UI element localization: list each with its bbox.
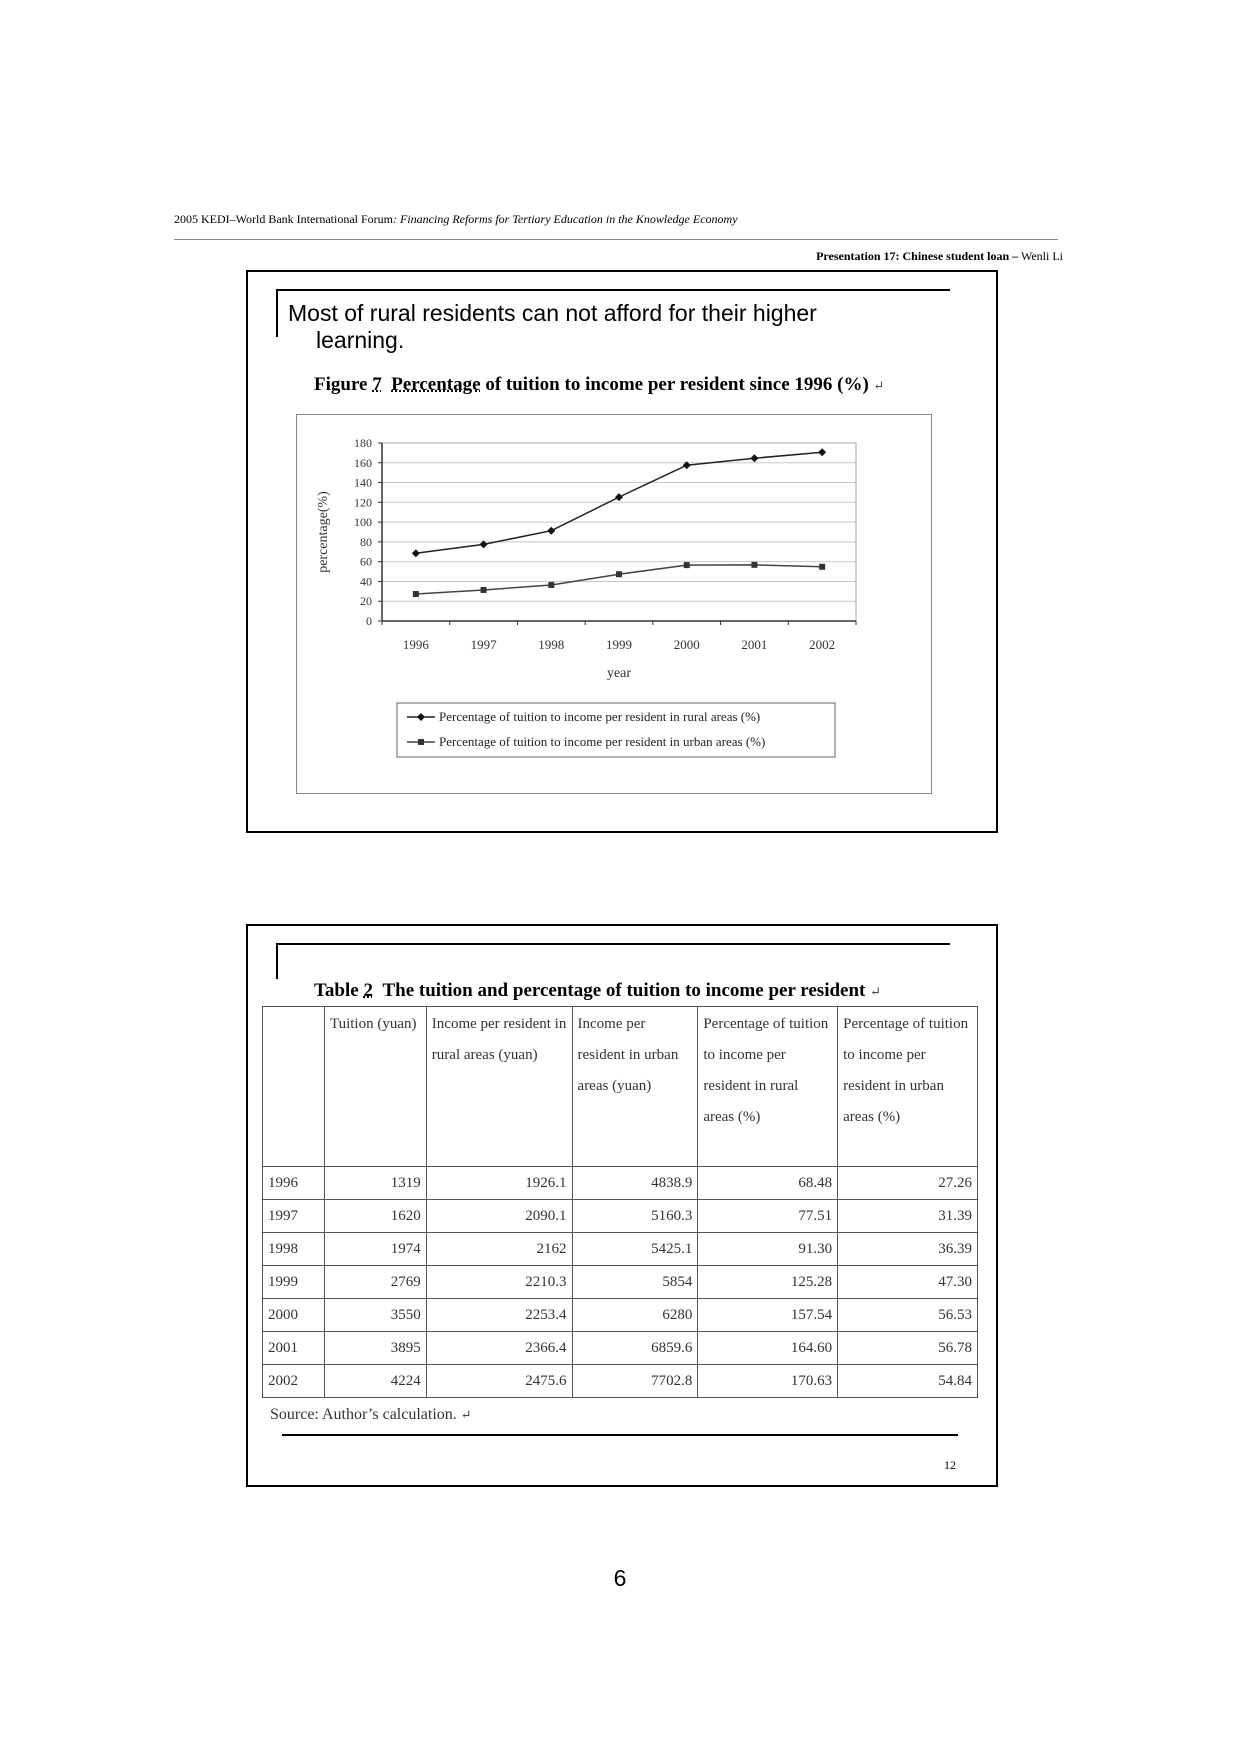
slide-bottom-rule — [282, 1434, 958, 1436]
cell-urban-percentage: 27.26 — [838, 1167, 978, 1200]
slide-table — [246, 924, 998, 1487]
cell-tuition: 3550 — [324, 1299, 426, 1332]
page-number: 6 — [613, 1565, 627, 1591]
cell-tuition: 1974 — [324, 1233, 426, 1266]
cell-rural-income: 2253.4 — [426, 1299, 572, 1332]
series-line-urban — [416, 565, 822, 594]
cell-urban-income: 5425.1 — [572, 1233, 698, 1266]
heading-line-1: Most of rural residents can not afford for their higher — [288, 300, 817, 326]
figure-caption-prefix: Figure — [314, 374, 373, 395]
cell-rural-percentage: 157.54 — [698, 1299, 838, 1332]
cell-rural-percentage: 68.48 — [698, 1167, 838, 1200]
cell-year: 1999 — [263, 1266, 325, 1299]
table-row — [263, 1266, 978, 1299]
cell-year: 1997 — [263, 1200, 325, 1233]
y-tick-label: 60 — [360, 554, 372, 569]
x-tick-label: 2000 — [673, 637, 700, 652]
y-tick-label: 120 — [354, 495, 372, 510]
chart-svg — [297, 415, 931, 793]
table-caption-number: 2 — [363, 980, 373, 1001]
y-axis-label: percentage(%) — [316, 491, 331, 573]
cell-urban-income: 5854 — [572, 1266, 698, 1299]
y-tick-label: 80 — [360, 534, 372, 549]
chart-series — [412, 448, 826, 597]
plot-area-frame — [382, 443, 856, 621]
cell-urban-percentage: 31.39 — [838, 1200, 978, 1233]
forum-subtitle: : Financing Reforms for Tertiary Education in the Knowledge Economy — [393, 212, 738, 226]
table-row — [263, 1365, 978, 1398]
x-tick-label: 1997 — [470, 637, 497, 652]
cell-rural-percentage: 77.51 — [698, 1200, 838, 1233]
heading-line-2: learning. — [316, 327, 405, 353]
data-table — [262, 1006, 978, 1398]
column-header-urban-income: Income per resident in urban areas (yuan) — [572, 1007, 698, 1167]
point-urban — [819, 564, 825, 570]
presentation-line — [816, 249, 1063, 264]
x-tick-label: 1996 — [402, 637, 429, 652]
cell-rural-percentage: 91.30 — [698, 1233, 838, 1266]
cell-tuition: 3895 — [324, 1332, 426, 1365]
cell-tuition: 2769 — [324, 1266, 426, 1299]
paragraph-mark-icon: ↵ — [870, 984, 882, 999]
point-urban — [684, 562, 690, 568]
cell-urban-percentage: 56.53 — [838, 1299, 978, 1332]
y-tick-label: 40 — [360, 574, 372, 589]
cell-urban-income: 4838.9 — [572, 1167, 698, 1200]
page-header — [174, 212, 738, 227]
cell-urban-income: 5160.3 — [572, 1200, 698, 1233]
x-tick-label: 2001 — [741, 637, 768, 652]
point-urban — [413, 591, 419, 597]
cell-urban-income: 6280 — [572, 1299, 698, 1332]
point-urban — [548, 582, 554, 588]
table-row — [263, 1299, 978, 1332]
paragraph-mark-icon: ↵ — [460, 1407, 472, 1422]
y-tick-label: 0 — [366, 614, 372, 628]
slide-number: 12 — [944, 1458, 956, 1472]
table-caption-rest: The tuition and percentage of tuition to income per resident — [382, 980, 866, 1001]
y-tick-label: 100 — [354, 515, 372, 530]
header-rule — [174, 239, 1058, 240]
table-body — [263, 1167, 978, 1398]
line-chart — [296, 414, 932, 794]
forum-name: 2005 KEDI–World Bank International Forum — [174, 212, 393, 226]
x-axis-label: year — [606, 666, 632, 681]
cell-rural-income: 2210.3 — [426, 1266, 572, 1299]
cell-rural-percentage: 170.63 — [698, 1365, 838, 1398]
cell-rural-income: 2366.4 — [426, 1332, 572, 1365]
cell-year: 2000 — [263, 1299, 325, 1332]
figure-caption-number: 7 — [372, 374, 382, 395]
source-text: Source: Author’s calculation. — [270, 1406, 457, 1423]
point-rural — [750, 454, 758, 462]
point-rural — [615, 493, 623, 501]
point-urban — [751, 562, 757, 568]
figure-caption-word: Percentage — [391, 374, 481, 395]
table-caption-prefix: Table — [314, 980, 364, 1001]
figure-caption-rest: of tuition to income per resident since 1996 (%) — [480, 374, 869, 395]
cell-urban-percentage: 56.78 — [838, 1332, 978, 1365]
source-note — [270, 1406, 472, 1424]
legend-rural-label: Percentage of tuition to income per resident in rural areas (%) — [439, 709, 761, 724]
legend-urban-marker — [418, 739, 424, 745]
chart-legend — [397, 703, 835, 757]
y-tick-label: 160 — [354, 455, 372, 470]
table-row — [263, 1200, 978, 1233]
slide-table-bracket — [276, 943, 950, 979]
cell-urban-income: 6859.6 — [572, 1332, 698, 1365]
point-rural — [412, 549, 420, 557]
y-tick-label: 20 — [360, 594, 372, 609]
cell-rural-income: 1926.1 — [426, 1167, 572, 1200]
point-rural — [818, 448, 826, 456]
cell-tuition: 4224 — [324, 1365, 426, 1398]
cell-rural-percentage: 125.28 — [698, 1266, 838, 1299]
presentation-title: Presentation 17: Chinese student loan – — [816, 249, 1019, 263]
paragraph-mark-icon: ↵ — [873, 378, 885, 393]
x-tick-label: 2002 — [809, 637, 836, 652]
figure-caption — [314, 374, 884, 396]
cell-rural-percentage: 164.60 — [698, 1332, 838, 1365]
cell-tuition: 1620 — [324, 1200, 426, 1233]
cell-year: 1996 — [263, 1167, 325, 1200]
slide-figure — [246, 270, 998, 833]
legend-urban-label: Percentage of tuition to income per resident in urban areas (%) — [439, 734, 766, 749]
column-header-rural-income: Income per resident in rural areas (yuan) — [426, 1007, 572, 1167]
column-header-year — [263, 1007, 325, 1167]
cell-urban-percentage: 36.39 — [838, 1233, 978, 1266]
x-tick-label: 1998 — [538, 637, 565, 652]
column-header-urban-percentage: Percentage of tuition to income per resident in urban areas (%) — [838, 1007, 978, 1167]
presentation-author: Wenli Li — [1018, 249, 1063, 263]
table-header-row — [263, 1007, 978, 1167]
x-tick-label: 1999 — [606, 637, 632, 652]
chart-grid — [382, 443, 856, 601]
slide-heading — [288, 300, 908, 354]
cell-year: 1998 — [263, 1233, 325, 1266]
point-urban — [481, 587, 487, 593]
cell-rural-income: 2475.6 — [426, 1365, 572, 1398]
cell-rural-income: 2090.1 — [426, 1200, 572, 1233]
column-header-rural-percentage: Percentage of tuition to income per resident in rural areas (%) — [698, 1007, 838, 1167]
y-tick-label: 180 — [354, 436, 372, 450]
point-urban — [616, 571, 622, 577]
table-caption — [314, 980, 881, 1002]
y-tick-label: 140 — [354, 475, 372, 490]
cell-rural-income: 2162 — [426, 1233, 572, 1266]
cell-tuition: 1319 — [324, 1167, 426, 1200]
column-header-tuition: Tuition (yuan) — [324, 1007, 426, 1167]
table-row — [263, 1167, 978, 1200]
table-row — [263, 1233, 978, 1266]
cell-year: 2001 — [263, 1332, 325, 1365]
cell-urban-percentage: 47.30 — [838, 1266, 978, 1299]
table-row — [263, 1332, 978, 1365]
cell-urban-income: 7702.8 — [572, 1365, 698, 1398]
cell-urban-percentage: 54.84 — [838, 1365, 978, 1398]
point-rural — [547, 527, 555, 535]
x-ticks — [382, 621, 856, 652]
cell-year: 2002 — [263, 1365, 325, 1398]
y-ticks — [354, 436, 382, 628]
